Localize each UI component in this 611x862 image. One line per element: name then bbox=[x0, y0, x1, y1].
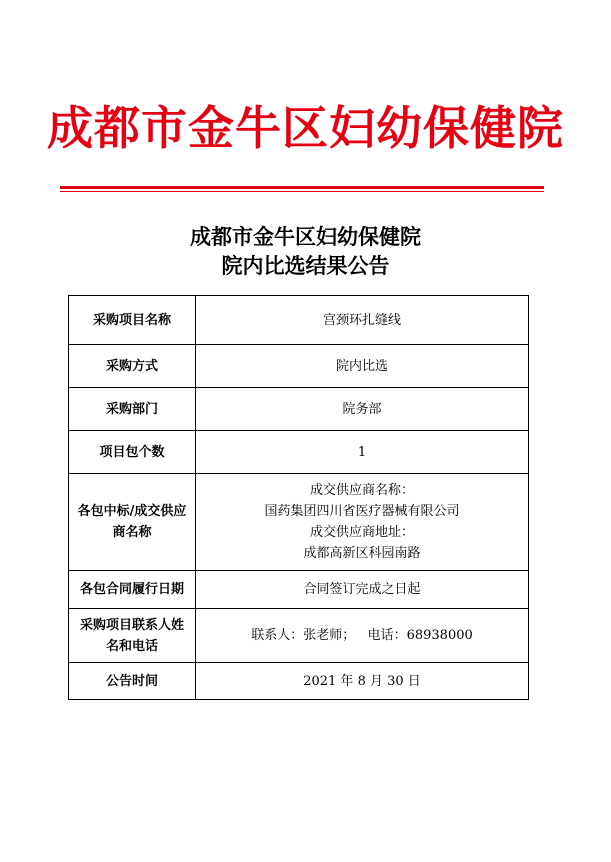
value-package-count: 1 bbox=[196, 431, 529, 474]
letterhead-rule-thick bbox=[60, 186, 544, 189]
value-winning-supplier bbox=[196, 474, 529, 571]
label-contact-line1: 采购项目联系人姓 bbox=[79, 617, 184, 633]
table-row-contact bbox=[69, 609, 529, 663]
label-winning-supplier bbox=[69, 474, 196, 571]
table-row-winning-supplier bbox=[69, 474, 529, 571]
document-title-line2: 院内比选结果公告 bbox=[221, 253, 390, 278]
label-department: 采购部门 bbox=[69, 388, 196, 431]
table-row-procurement-method bbox=[69, 345, 529, 388]
supplier-name: 国药集团四川省医疗器械有限公司 bbox=[264, 504, 460, 519]
value-procurement-method: 院内比选 bbox=[196, 345, 529, 388]
supplier-address-label: 成交供应商地址： bbox=[309, 525, 414, 540]
supplier-address: 成都高新区科园南路 bbox=[303, 546, 421, 561]
label-contract-date: 各包合同履行日期 bbox=[69, 571, 196, 609]
table-row-package-count bbox=[69, 431, 529, 474]
value-contact: 联系人：张老师； 电话：68938000 bbox=[196, 609, 529, 663]
label-contact bbox=[69, 609, 196, 663]
label-announcement-date: 公告时间 bbox=[69, 663, 196, 700]
value-contract-date: 合同签订完成之日起 bbox=[196, 571, 529, 609]
label-package-count: 项目包个数 bbox=[69, 431, 196, 474]
org-letterhead: 成都市金牛区妇幼保健院 bbox=[47, 101, 564, 155]
announcement-table bbox=[68, 295, 529, 700]
value-announcement-date: 2021 年 8 月 30 日 bbox=[196, 663, 529, 700]
value-project-name: 宫颈环扎缝线 bbox=[196, 296, 529, 345]
value-department: 院务部 bbox=[196, 388, 529, 431]
table-row-department bbox=[69, 388, 529, 431]
table-row-announcement-date bbox=[69, 663, 529, 700]
supplier-name-label: 成交供应商名称： bbox=[309, 483, 414, 498]
table-row-project-name bbox=[69, 296, 529, 345]
label-contact-line2: 名和电话 bbox=[105, 638, 158, 654]
document-title-line1: 成都市金牛区妇幼保健院 bbox=[190, 224, 421, 249]
label-winning-supplier-line1: 各包中标/成交供应 bbox=[77, 504, 187, 519]
label-winning-supplier-line2: 商名称 bbox=[112, 525, 152, 540]
letterhead-rule-thin bbox=[60, 191, 544, 192]
label-procurement-method: 采购方式 bbox=[69, 345, 196, 388]
table-row-contract-date bbox=[69, 571, 529, 609]
label-project-name: 采购项目名称 bbox=[69, 296, 196, 345]
